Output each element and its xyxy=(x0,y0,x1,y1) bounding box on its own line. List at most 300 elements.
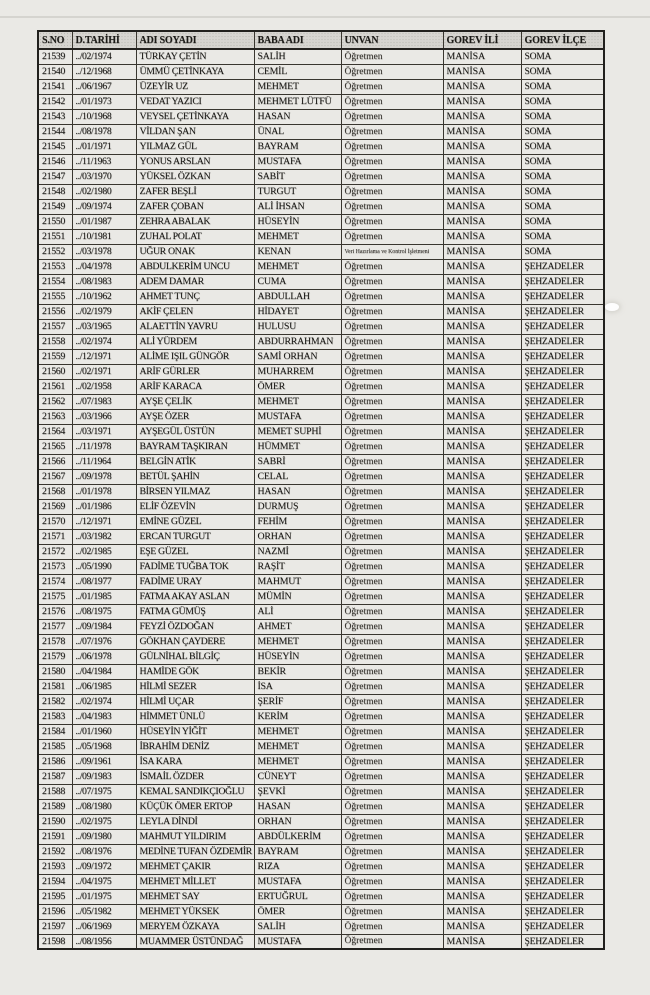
cell-sno: 21565 xyxy=(38,439,72,454)
table-row xyxy=(38,559,604,574)
cell-baba-adi: MEMET SUPHİ xyxy=(254,424,341,439)
cell-gorev-ilce: ŞEHZADELER xyxy=(521,319,604,334)
cell-gorev-ilce: ŞEHZADELER xyxy=(521,754,604,769)
table-row xyxy=(38,79,604,94)
cell-sno: 21598 xyxy=(38,934,72,949)
cell-dtarihi: ../01/1971 xyxy=(72,139,136,154)
cell-adi-soyadi: ÜZEYİR UZ xyxy=(136,79,254,94)
cell-sno: 21561 xyxy=(38,379,72,394)
cell-adi-soyadi: MEHMET ÇAKIR xyxy=(136,859,254,874)
table-row xyxy=(38,439,604,454)
table-row xyxy=(38,709,604,724)
cell-dtarihi: ../02/1971 xyxy=(72,364,136,379)
table-row xyxy=(38,634,604,649)
cell-baba-adi: MEHMET xyxy=(254,79,341,94)
cell-gorev-ili: MANİSA xyxy=(443,829,521,844)
cell-adi-soyadi: FEYZİ ÖZDOĞAN xyxy=(136,619,254,634)
cell-baba-adi: CÜNEYT xyxy=(254,769,341,784)
cell-adi-soyadi: HİLMİ UÇAR xyxy=(136,694,254,709)
cell-gorev-ilce: ŞEHZADELER xyxy=(521,439,604,454)
cell-dtarihi: ../11/1963 xyxy=(72,154,136,169)
cell-adi-soyadi: FATMA GÜMÜŞ xyxy=(136,604,254,619)
cell-dtarihi: ../05/1968 xyxy=(72,739,136,754)
table-row xyxy=(38,289,604,304)
column-header-adi-soyadi: ADI SOYADI xyxy=(136,31,254,49)
cell-gorev-ili: MANİSA xyxy=(443,664,521,679)
cell-gorev-ilce: ŞEHZADELER xyxy=(521,259,604,274)
cell-adi-soyadi: HİMMET ÜNLÜ xyxy=(136,709,254,724)
cell-gorev-ilce: ŞEHZADELER xyxy=(521,559,604,574)
cell-sno: 21575 xyxy=(38,589,72,604)
cell-dtarihi: ../12/1971 xyxy=(72,514,136,529)
cell-adi-soyadi: MAHMUT YILDIRIM xyxy=(136,829,254,844)
cell-dtarihi: ../10/1962 xyxy=(72,289,136,304)
cell-sno: 21580 xyxy=(38,664,72,679)
cell-unvan: Öğretmen xyxy=(341,874,443,889)
cell-gorev-ili: MANİSA xyxy=(443,364,521,379)
cell-sno: 21597 xyxy=(38,919,72,934)
cell-dtarihi: ../03/1965 xyxy=(72,319,136,334)
cell-gorev-ili: MANİSA xyxy=(443,574,521,589)
cell-gorev-ili: MANİSA xyxy=(443,454,521,469)
cell-baba-adi: CELAL xyxy=(254,469,341,484)
cell-baba-adi: BAYRAM xyxy=(254,844,341,859)
cell-adi-soyadi: ZAFER BEŞLİ xyxy=(136,184,254,199)
cell-sno: 21570 xyxy=(38,514,72,529)
cell-unvan: Öğretmen xyxy=(341,769,443,784)
cell-gorev-ili: MANİSA xyxy=(443,814,521,829)
cell-gorev-ilce: SOMA xyxy=(521,139,604,154)
cell-dtarihi: ../06/1985 xyxy=(72,679,136,694)
cell-sno: 21588 xyxy=(38,784,72,799)
cell-gorev-ilce: ŞEHZADELER xyxy=(521,784,604,799)
cell-sno: 21550 xyxy=(38,214,72,229)
cell-gorev-ilce: SOMA xyxy=(521,169,604,184)
cell-adi-soyadi: AYŞE ÇELİK xyxy=(136,394,254,409)
table-row xyxy=(38,484,604,499)
cell-sno: 21596 xyxy=(38,904,72,919)
table-row xyxy=(38,874,604,889)
cell-gorev-ilce: SOMA xyxy=(521,49,604,64)
cell-unvan: Öğretmen xyxy=(341,514,443,529)
table-row xyxy=(38,799,604,814)
cell-sno: 21585 xyxy=(38,739,72,754)
cell-gorev-ilce: SOMA xyxy=(521,229,604,244)
table-row xyxy=(38,379,604,394)
cell-gorev-ilce: ŞEHZADELER xyxy=(521,739,604,754)
cell-sno: 21584 xyxy=(38,724,72,739)
table-row xyxy=(38,604,604,619)
cell-unvan: Veri Hazırlama ve Kontrol İşletmeni xyxy=(341,244,443,259)
cell-baba-adi: HASAN xyxy=(254,799,341,814)
cell-baba-adi: HULUSU xyxy=(254,319,341,334)
cell-adi-soyadi: MUAMMER ÜSTÜNDAĞ xyxy=(136,934,254,949)
cell-gorev-ili: MANİSA xyxy=(443,394,521,409)
cell-sno: 21571 xyxy=(38,529,72,544)
cell-gorev-ili: MANİSA xyxy=(443,439,521,454)
cell-gorev-ili: MANİSA xyxy=(443,514,521,529)
cell-baba-adi: DURMUŞ xyxy=(254,499,341,514)
cell-baba-adi: MÜMİN xyxy=(254,589,341,604)
table-row xyxy=(38,124,604,139)
table-row xyxy=(38,109,604,124)
table-row xyxy=(38,94,604,109)
cell-gorev-ilce: ŞEHZADELER xyxy=(521,934,604,949)
cell-dtarihi: ../07/1976 xyxy=(72,634,136,649)
table-row xyxy=(38,319,604,334)
cell-unvan: Öğretmen xyxy=(341,349,443,364)
cell-gorev-ili: MANİSA xyxy=(443,784,521,799)
cell-baba-adi: ABDURRAHMAN xyxy=(254,334,341,349)
cell-dtarihi: ../08/1977 xyxy=(72,574,136,589)
cell-sno: 21539 xyxy=(38,49,72,64)
cell-adi-soyadi: İSMAİL ÖZDER xyxy=(136,769,254,784)
cell-gorev-ili: MANİSA xyxy=(443,289,521,304)
table-row xyxy=(38,304,604,319)
cell-adi-soyadi: ELİF ÖZEVİN xyxy=(136,499,254,514)
cell-baba-adi: MAHMUT xyxy=(254,574,341,589)
cell-gorev-ilce: ŞEHZADELER xyxy=(521,289,604,304)
cell-gorev-ilce: ŞEHZADELER xyxy=(521,364,604,379)
cell-baba-adi: MUSTAFA xyxy=(254,874,341,889)
table-row xyxy=(38,469,604,484)
cell-gorev-ili: MANİSA xyxy=(443,64,521,79)
cell-adi-soyadi: LEYLA DİNDİ xyxy=(136,814,254,829)
cell-unvan: Öğretmen xyxy=(341,139,443,154)
cell-unvan: Öğretmen xyxy=(341,544,443,559)
cell-adi-soyadi: ARİF KARACA xyxy=(136,379,254,394)
cell-sno: 21581 xyxy=(38,679,72,694)
cell-gorev-ili: MANİSA xyxy=(443,559,521,574)
cell-gorev-ilce: ŞEHZADELER xyxy=(521,769,604,784)
table-row xyxy=(38,229,604,244)
cell-unvan: Öğretmen xyxy=(341,259,443,274)
cell-dtarihi: ../04/1984 xyxy=(72,664,136,679)
cell-dtarihi: ../01/1960 xyxy=(72,724,136,739)
cell-gorev-ili: MANİSA xyxy=(443,709,521,724)
cell-adi-soyadi: FADİME TUĞBA TOK xyxy=(136,559,254,574)
cell-baba-adi: MEHMET xyxy=(254,739,341,754)
cell-sno: 21564 xyxy=(38,424,72,439)
cell-gorev-ilce: SOMA xyxy=(521,124,604,139)
table-row xyxy=(38,154,604,169)
cell-gorev-ili: MANİSA xyxy=(443,934,521,949)
cell-gorev-ilce: ŞEHZADELER xyxy=(521,334,604,349)
cell-baba-adi: KERİM xyxy=(254,709,341,724)
cell-baba-adi: MEHMET xyxy=(254,634,341,649)
cell-gorev-ili: MANİSA xyxy=(443,754,521,769)
cell-sno: 21543 xyxy=(38,109,72,124)
cell-gorev-ili: MANİSA xyxy=(443,544,521,559)
cell-gorev-ili: MANİSA xyxy=(443,274,521,289)
table-row xyxy=(38,574,604,589)
cell-baba-adi: MUSTAFA xyxy=(254,934,341,949)
cell-unvan: Öğretmen xyxy=(341,919,443,934)
cell-gorev-ilce: ŞEHZADELER xyxy=(521,409,604,424)
cell-sno: 21555 xyxy=(38,289,72,304)
cell-baba-adi: AHMET xyxy=(254,619,341,634)
cell-baba-adi: ŞERİF xyxy=(254,694,341,709)
cell-unvan: Öğretmen xyxy=(341,934,443,949)
cell-gorev-ilce: ŞEHZADELER xyxy=(521,394,604,409)
cell-unvan: Öğretmen xyxy=(341,409,443,424)
cell-adi-soyadi: İSA KARA xyxy=(136,754,254,769)
table-header-row xyxy=(38,31,604,49)
cell-adi-soyadi: FATMA AKAY ASLAN xyxy=(136,589,254,604)
table-row xyxy=(38,649,604,664)
cell-gorev-ili: MANİSA xyxy=(443,739,521,754)
cell-dtarihi: ../07/1975 xyxy=(72,784,136,799)
cell-gorev-ili: MANİSA xyxy=(443,154,521,169)
cell-unvan: Öğretmen xyxy=(341,694,443,709)
cell-gorev-ilce: ŞEHZADELER xyxy=(521,514,604,529)
table-row xyxy=(38,49,604,64)
cell-gorev-ilce: ŞEHZADELER xyxy=(521,379,604,394)
cell-baba-adi: HİDAYET xyxy=(254,304,341,319)
cell-unvan: Öğretmen xyxy=(341,214,443,229)
cell-adi-soyadi: HAMİDE GÖK xyxy=(136,664,254,679)
cell-unvan: Öğretmen xyxy=(341,394,443,409)
cell-dtarihi: ../09/1972 xyxy=(72,859,136,874)
cell-unvan: Öğretmen xyxy=(341,424,443,439)
cell-dtarihi: ../08/1975 xyxy=(72,604,136,619)
cell-sno: 21567 xyxy=(38,469,72,484)
cell-gorev-ilce: ŞEHZADELER xyxy=(521,604,604,619)
table-row xyxy=(38,859,604,874)
cell-sno: 21544 xyxy=(38,124,72,139)
cell-adi-soyadi: ARİF GÜRLER xyxy=(136,364,254,379)
table-row xyxy=(38,214,604,229)
cell-unvan: Öğretmen xyxy=(341,754,443,769)
cell-sno: 21552 xyxy=(38,244,72,259)
cell-gorev-ili: MANİSA xyxy=(443,679,521,694)
cell-dtarihi: ../03/1970 xyxy=(72,169,136,184)
cell-dtarihi: ../10/1981 xyxy=(72,229,136,244)
cell-gorev-ili: MANİSA xyxy=(443,124,521,139)
cell-gorev-ili: MANİSA xyxy=(443,169,521,184)
table-row xyxy=(38,724,604,739)
cell-dtarihi: ../01/1975 xyxy=(72,889,136,904)
cell-gorev-ili: MANİSA xyxy=(443,694,521,709)
cell-gorev-ilce: ŞEHZADELER xyxy=(521,274,604,289)
cell-adi-soyadi: VİLDAN ŞAN xyxy=(136,124,254,139)
table-row xyxy=(38,139,604,154)
cell-baba-adi: ÜNAL xyxy=(254,124,341,139)
cell-unvan: Öğretmen xyxy=(341,124,443,139)
cell-adi-soyadi: VEDAT YAZICI xyxy=(136,94,254,109)
cell-sno: 21542 xyxy=(38,94,72,109)
table-row xyxy=(38,259,604,274)
cell-dtarihi: ../02/1974 xyxy=(72,334,136,349)
cell-adi-soyadi: YÜKSEL ÖZKAN xyxy=(136,169,254,184)
table-row xyxy=(38,64,604,79)
cell-gorev-ili: MANİSA xyxy=(443,199,521,214)
cell-unvan: Öğretmen xyxy=(341,64,443,79)
cell-gorev-ili: MANİSA xyxy=(443,724,521,739)
scan-artifact-smudge xyxy=(605,303,619,311)
cell-unvan: Öğretmen xyxy=(341,649,443,664)
cell-unvan: Öğretmen xyxy=(341,664,443,679)
cell-gorev-ili: MANİSA xyxy=(443,634,521,649)
cell-baba-adi: SABİT xyxy=(254,169,341,184)
cell-sno: 21573 xyxy=(38,559,72,574)
cell-baba-adi: ORHAN xyxy=(254,814,341,829)
cell-sno: 21590 xyxy=(38,814,72,829)
cell-sno: 21595 xyxy=(38,889,72,904)
cell-unvan: Öğretmen xyxy=(341,109,443,124)
cell-unvan: Öğretmen xyxy=(341,469,443,484)
cell-unvan: Öğretmen xyxy=(341,49,443,64)
cell-baba-adi: SAMİ ORHAN xyxy=(254,349,341,364)
cell-dtarihi: ../04/1975 xyxy=(72,874,136,889)
cell-dtarihi: ../03/1982 xyxy=(72,529,136,544)
cell-adi-soyadi: ÜMMÜ ÇETİNKAYA xyxy=(136,64,254,79)
column-header-gorev-ili: GOREV İLİ xyxy=(443,31,521,49)
cell-dtarihi: ../06/1967 xyxy=(72,79,136,94)
cell-sno: 21577 xyxy=(38,619,72,634)
cell-gorev-ili: MANİSA xyxy=(443,604,521,619)
cell-gorev-ili: MANİSA xyxy=(443,109,521,124)
cell-baba-adi: HÜSEYİN xyxy=(254,214,341,229)
cell-baba-adi: ÖMER xyxy=(254,904,341,919)
table-row xyxy=(38,499,604,514)
cell-gorev-ilce: SOMA xyxy=(521,109,604,124)
table-row xyxy=(38,814,604,829)
cell-gorev-ilce: ŞEHZADELER xyxy=(521,574,604,589)
cell-unvan: Öğretmen xyxy=(341,499,443,514)
cell-baba-adi: HÜSEYİN xyxy=(254,649,341,664)
cell-unvan: Öğretmen xyxy=(341,859,443,874)
cell-dtarihi: ../09/1978 xyxy=(72,469,136,484)
cell-gorev-ilce: ŞEHZADELER xyxy=(521,619,604,634)
cell-sno: 21560 xyxy=(38,364,72,379)
cell-gorev-ili: MANİSA xyxy=(443,619,521,634)
cell-adi-soyadi: ALAETTİN YAVRU xyxy=(136,319,254,334)
cell-gorev-ilce: ŞEHZADELER xyxy=(521,544,604,559)
table-row xyxy=(38,679,604,694)
cell-baba-adi: SALİH xyxy=(254,49,341,64)
cell-adi-soyadi: ZUHAL POLAT xyxy=(136,229,254,244)
cell-adi-soyadi: YILMAZ GÜL xyxy=(136,139,254,154)
cell-dtarihi: ../11/1978 xyxy=(72,439,136,454)
cell-gorev-ili: MANİSA xyxy=(443,589,521,604)
cell-adi-soyadi: AYŞEGÜL ÜSTÜN xyxy=(136,424,254,439)
cell-gorev-ilce: ŞEHZADELER xyxy=(521,424,604,439)
table-row xyxy=(38,844,604,859)
cell-baba-adi: CUMA xyxy=(254,274,341,289)
cell-gorev-ili: MANİSA xyxy=(443,844,521,859)
cell-gorev-ili: MANİSA xyxy=(443,379,521,394)
cell-dtarihi: ../02/1974 xyxy=(72,694,136,709)
table-row xyxy=(38,934,604,949)
cell-unvan: Öğretmen xyxy=(341,559,443,574)
cell-sno: 21545 xyxy=(38,139,72,154)
cell-adi-soyadi: BİRSEN YILMAZ xyxy=(136,484,254,499)
cell-unvan: Öğretmen xyxy=(341,679,443,694)
cell-gorev-ilce: ŞEHZADELER xyxy=(521,889,604,904)
cell-baba-adi: FEHİM xyxy=(254,514,341,529)
cell-baba-adi: ERTUĞRUL xyxy=(254,889,341,904)
cell-dtarihi: ../01/1985 xyxy=(72,589,136,604)
cell-gorev-ilce: SOMA xyxy=(521,94,604,109)
cell-unvan: Öğretmen xyxy=(341,904,443,919)
table-row xyxy=(38,529,604,544)
column-header-gorev-ilce: GOREV İLÇE xyxy=(521,31,604,49)
table-row xyxy=(38,754,604,769)
cell-gorev-ili: MANİSA xyxy=(443,484,521,499)
cell-baba-adi: ORHAN xyxy=(254,529,341,544)
cell-baba-adi: SALİH xyxy=(254,919,341,934)
cell-gorev-ili: MANİSA xyxy=(443,349,521,364)
table-row xyxy=(38,244,604,259)
cell-gorev-ili: MANİSA xyxy=(443,919,521,934)
cell-baba-adi: İSA xyxy=(254,679,341,694)
cell-unvan: Öğretmen xyxy=(341,484,443,499)
cell-adi-soyadi: UĞUR ONAK xyxy=(136,244,254,259)
table-row xyxy=(38,409,604,424)
cell-dtarihi: ../03/1966 xyxy=(72,409,136,424)
cell-adi-soyadi: YONUS ARSLAN xyxy=(136,154,254,169)
cell-unvan: Öğretmen xyxy=(341,94,443,109)
cell-baba-adi: NAZMİ xyxy=(254,544,341,559)
cell-gorev-ilce: ŞEHZADELER xyxy=(521,694,604,709)
cell-sno: 21568 xyxy=(38,484,72,499)
cell-dtarihi: ../06/1978 xyxy=(72,649,136,664)
cell-baba-adi: CEMİL xyxy=(254,64,341,79)
cell-baba-adi: MUHARREM xyxy=(254,364,341,379)
cell-dtarihi: ../08/1956 xyxy=(72,934,136,949)
cell-unvan: Öğretmen xyxy=(341,79,443,94)
cell-gorev-ili: MANİSA xyxy=(443,769,521,784)
cell-unvan: Öğretmen xyxy=(341,589,443,604)
cell-gorev-ili: MANİSA xyxy=(443,49,521,64)
cell-dtarihi: ../04/1983 xyxy=(72,709,136,724)
cell-dtarihi: ../08/1980 xyxy=(72,799,136,814)
cell-baba-adi: HÜMMET xyxy=(254,439,341,454)
cell-gorev-ilce: ŞEHZADELER xyxy=(521,874,604,889)
cell-baba-adi: ALİ xyxy=(254,604,341,619)
cell-adi-soyadi: MEHMET YÜKSEK xyxy=(136,904,254,919)
cell-dtarihi: ../08/1976 xyxy=(72,844,136,859)
table-row xyxy=(38,739,604,754)
cell-baba-adi: ÖMER xyxy=(254,379,341,394)
cell-unvan: Öğretmen xyxy=(341,739,443,754)
cell-sno: 21583 xyxy=(38,709,72,724)
cell-adi-soyadi: MEDİNE TUFAN ÖZDEMİR xyxy=(136,844,254,859)
cell-sno: 21541 xyxy=(38,79,72,94)
table-row xyxy=(38,184,604,199)
table-row xyxy=(38,664,604,679)
cell-adi-soyadi: FADİME URAY xyxy=(136,574,254,589)
cell-gorev-ilce: ŞEHZADELER xyxy=(521,589,604,604)
table-row xyxy=(38,784,604,799)
cell-baba-adi: ŞEVKİ xyxy=(254,784,341,799)
cell-gorev-ilce: ŞEHZADELER xyxy=(521,724,604,739)
cell-sno: 21592 xyxy=(38,844,72,859)
cell-adi-soyadi: ZEHRA ABALAK xyxy=(136,214,254,229)
cell-gorev-ili: MANİSA xyxy=(443,139,521,154)
table-row xyxy=(38,589,604,604)
cell-adi-soyadi: ERCAN TURGUT xyxy=(136,529,254,544)
table-row xyxy=(38,454,604,469)
cell-adi-soyadi: KEMAL SANDIKÇIOĞLU xyxy=(136,784,254,799)
cell-baba-adi: RAŞİT xyxy=(254,559,341,574)
table-row xyxy=(38,424,604,439)
cell-sno: 21556 xyxy=(38,304,72,319)
cell-sno: 21553 xyxy=(38,259,72,274)
cell-adi-soyadi: HİLMİ SEZER xyxy=(136,679,254,694)
cell-gorev-ili: MANİSA xyxy=(443,79,521,94)
